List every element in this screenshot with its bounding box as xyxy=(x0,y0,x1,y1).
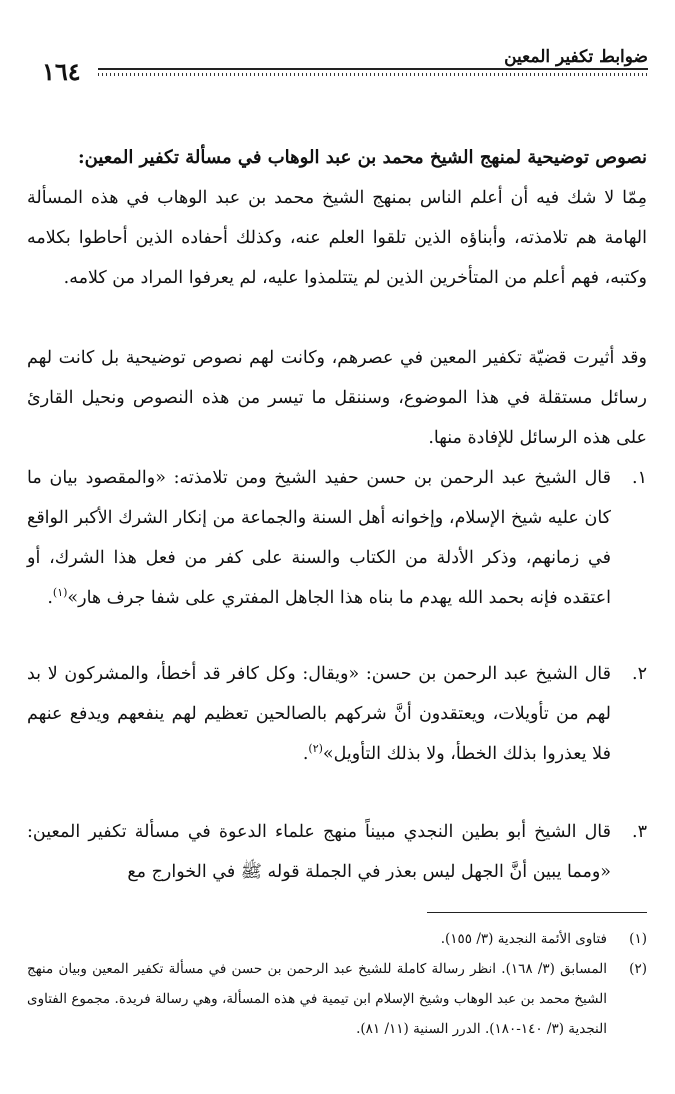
paragraph-context xyxy=(27,338,647,458)
list-item: ١. قال الشيخ عبد الرحمن بن حسن حفيد الشيخ ومن تلامذته: «والمقصود بيان ما كان عليه شيخ الإسلام، وإخوانه أهل السنة والجماعة من إنكار الشرك الأكبر الواقع في زمانهم، وذكر الأدلة من الكتاب والسنة على كفر من فعل هذا الشرك، أو اعتقده فإنه بحمد الله يهدم ما بناه هذا الجاهل المفتري على شفا جرف هار»$^{(١)}$. xyxy=(27,458,647,654)
paragraph-context-text: وقد أثيرت قضيّة تكفير المعين في عصرهم، وكانت لهم نصوص توضيحية بل كانت لهم رسائل مستقلة في هذا الموضوع، وسننقل ما تيسر من هذه النصوص ونحيل القارئ على هذه الرسائل للإفادة منها. xyxy=(27,348,647,448)
running-header xyxy=(28,46,648,86)
list-item-text: قال الشيخ عبد الرحمن بن حسن حفيد الشيخ ومن تلامذته: «والمقصود بيان ما كان عليه شيخ الإسلام، وإخوانه أهل السنة والجماعة من إنكار الشرك الأكبر الواقع في زمانهم، وذكر الأدلة من الكتاب والسنة على كفر من فعل هذا الشرك، أو اعتقده فإنه بحمد الله يهدم ما بناه هذا الجاهل المفتري على شفا جرف هار» xyxy=(27,468,611,608)
section-heading: نصوص توضيحية لمنهج الشيخ محمد بن عبد الوهاب في مسألة تكفير المعين: xyxy=(77,147,647,168)
footnote-ref: (٢) xyxy=(308,742,323,756)
paragraph-intro xyxy=(27,178,647,298)
numbered-list xyxy=(27,458,647,892)
list-item-number: ٢. xyxy=(632,664,647,684)
list-item-text: قال الشيخ عبد الرحمن بن حسن: «ويقال: وكل كافر قد أخطأ، والمشركون لا بد لهم من تأويلات، ويعتقدون أنَّ شركهم بالصالحين تعظيم لهم ينفعهم ويدفع عنهم فلا يعذروا بذلك الخطأ، ولا بذلك التأويل» xyxy=(27,664,611,764)
list-item: ٢. قال الشيخ عبد الرحمن بن حسن: «ويقال: وكل كافر قد أخطأ، والمشركون لا بد لهم من تأويلات، ويعتقدون أنَّ شركهم بالصالحين تعظيم لهم ينفعهم ويدفع عنهم فلا يعذروا بذلك الخطأ، ولا بذلك التأويل»$^{(٢)}$. xyxy=(27,654,647,812)
footnote-number: (١) xyxy=(629,931,647,947)
list-item xyxy=(27,812,647,892)
page-number: ١٦٤ xyxy=(42,57,81,86)
list-item-number: ١. xyxy=(632,468,647,488)
footnotes xyxy=(27,924,647,1044)
header-rule xyxy=(98,68,648,78)
footnote xyxy=(27,954,647,1044)
footnote-divider xyxy=(427,912,647,913)
footnote xyxy=(27,924,647,954)
footnote-number: (٢) xyxy=(629,961,647,977)
header-title: ضوابط تكفير المعين xyxy=(504,47,648,67)
list-item-text: قال الشيخ أبو بطين النجدي مبيناً منهج علماء الدعوة في مسألة تكفير المعين: «ومما يبين أنَّ الجهل ليس بعذر في الجملة قوله ﷺ في الخوارج مع xyxy=(27,822,611,882)
list-item-number: ٣. xyxy=(632,822,647,842)
footnote-ref: (١) xyxy=(52,586,68,600)
paragraph-intro-text: مِمّا لا شك فيه أن أعلم الناس بمنهج الشيخ محمد بن عبد الوهاب في هذه المسألة الهامة هم تلامذته، وأبناؤه الذين تلقوا العلم عنه، وكذلك أحفاده الذين أحاطوا بكلامه وكتبه، فهم أعلم من المتأخرين الذين لم يتتلمذوا عليه، لم يعرفوا المراد من كلامه. xyxy=(27,188,647,288)
footnote-text: فتاوى الأئمة النجدية (٣/ ١٥٥). xyxy=(440,931,607,947)
footnote-text: المسابق (٣/ ١٦٨). انظر رسالة كاملة للشيخ عبد الرحمن بن حسن في مسألة تكفير المعين وبيان منهج الشيخ محمد بن عبد الوهاب وشيخ الإسلام ابن تيمية في هذه المسألة، وهي رسالة فريدة. مجموع الفتاوى النجدية (٣/ ١٤٠-١٨٠). الدرر السنية (١١/ ٨١). xyxy=(27,961,607,1037)
